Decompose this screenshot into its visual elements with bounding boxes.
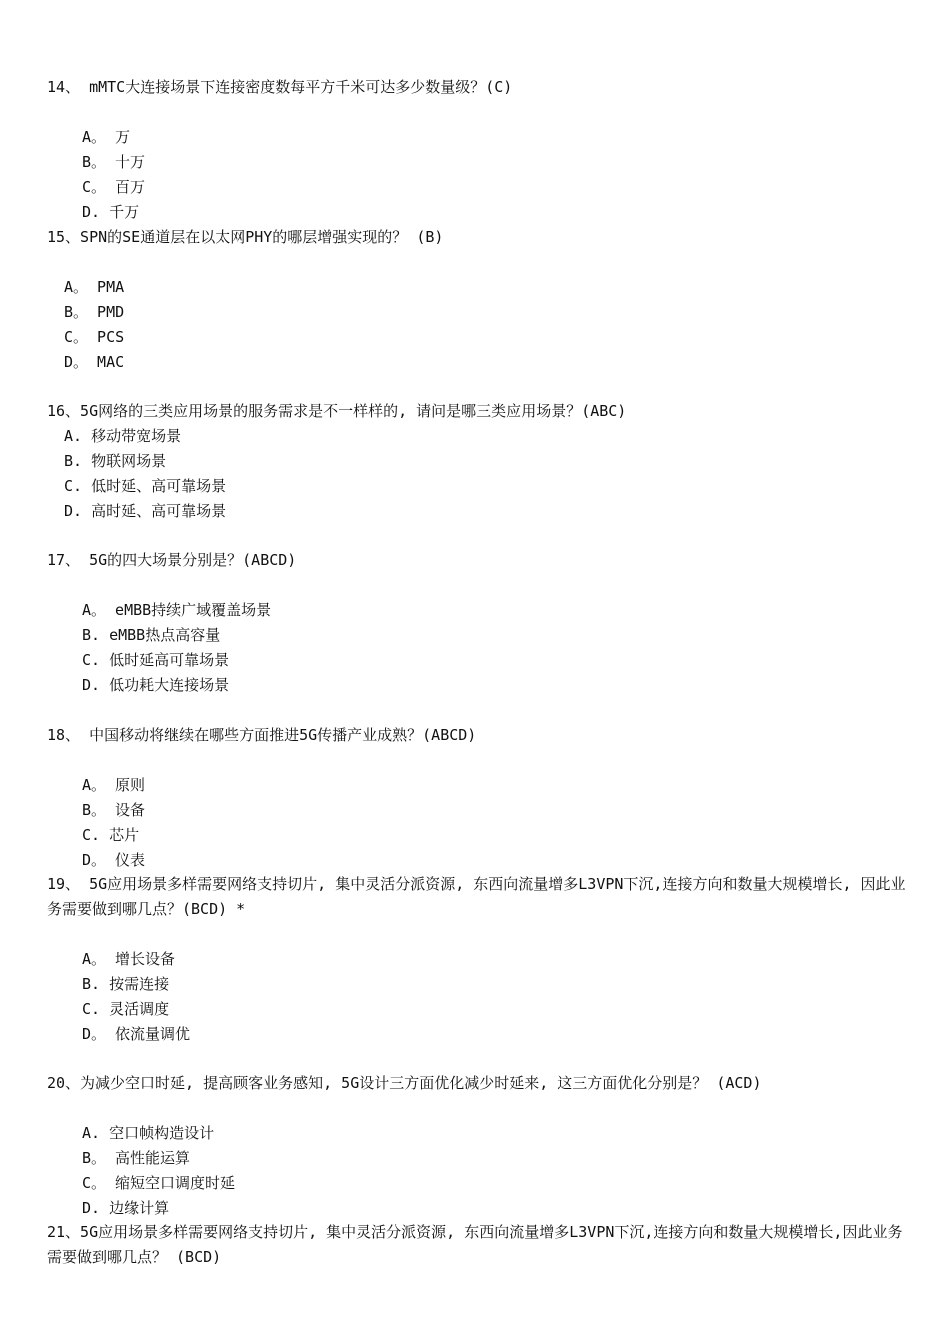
question-18-option-a: A。 原则 <box>82 776 146 794</box>
question-17-option-d: D. 低功耗大连接场景 <box>82 676 230 694</box>
question-17-option-b: B. eMBB热点高容量 <box>82 626 221 644</box>
question-17-option-c: C. 低时延高可靠场景 <box>82 651 230 669</box>
question-20-stem: 20、为减少空口时延, 提高顾客业务感知, 5G设计三方面优化减少时延来, 这三方面优化分别是？ (ACD) <box>47 1074 762 1092</box>
question-14-option-a: A。 万 <box>82 128 131 146</box>
question-14-option-d: D. 千万 <box>82 203 140 221</box>
question-14-stem: 14、 mMTC大连接场景下连接密度数每平方千米可达多少数量级？(C) <box>47 78 513 96</box>
question-18-option-d: D。 仪表 <box>82 851 146 869</box>
question-19-option-b: B. 按需连接 <box>82 975 170 993</box>
question-16-option-a: A. 移动带宽场景 <box>64 427 182 445</box>
question-19-option-c: C. 灵活调度 <box>82 1000 170 1018</box>
question-20-option-a: A. 空口帧构造设计 <box>82 1124 215 1142</box>
question-14-option-c: C。 百万 <box>82 178 146 196</box>
question-20-option-c: C。 缩短空口调度时延 <box>82 1174 236 1192</box>
question-20-option-d: D. 边缘计算 <box>82 1199 170 1217</box>
question-19-stem: 19、 5G应用场景多样需要网络支持切片, 集中灵活分派资源, 东西向流量增多L3VPN下沉,连接方向和数量大规模增长, 因此业务需要做到哪几点？(BCD) * <box>47 875 906 918</box>
question-16-option-b: B. 物联网场景 <box>64 452 167 470</box>
question-18-option-b: B。 设备 <box>82 801 146 819</box>
question-14-option-b: B。 十万 <box>82 153 146 171</box>
question-15-option-a: A。 PMA <box>64 278 125 296</box>
question-18-stem: 18、 中国移动将继续在哪些方面推进5G传播产业成熟？(ABCD) <box>47 726 477 744</box>
question-19-option-a: A。 增长设备 <box>82 950 176 968</box>
question-15-option-c: C。 PCS <box>64 328 125 346</box>
question-15-option-d: D。 MAC <box>64 353 125 371</box>
question-16-stem: 16、5G网络的三类应用场景的服务需求是不一样样的, 请问是哪三类应用场景？(ABC) <box>47 402 627 420</box>
question-16-option-c: C. 低时延、高可靠场景 <box>64 477 227 495</box>
question-15-stem: 15、SPN的SE通道层在以太网PHY的哪层增强实现的？ (B) <box>47 228 444 246</box>
question-18-option-c: C. 芯片 <box>82 826 140 844</box>
question-20-option-b: B。 高性能运算 <box>82 1149 191 1167</box>
question-19-option-d: D。 依流量调优 <box>82 1025 191 1043</box>
question-21-stem: 21、5G应用场景多样需要网络支持切片, 集中灵活分派资源, 东西向流量增多L3VPN下沉,连接方向和数量大规模增长,因此业务需要做到哪几点？ (BCD) <box>47 1223 903 1266</box>
question-17-stem: 17、 5G的四大场景分别是？(ABCD) <box>47 551 297 569</box>
question-16-option-d: D. 高时延、高可靠场景 <box>64 502 227 520</box>
question-15-option-b: B。 PMD <box>64 303 125 321</box>
question-17-option-a: A。 eMBB持续广域覆盖场景 <box>82 601 272 619</box>
